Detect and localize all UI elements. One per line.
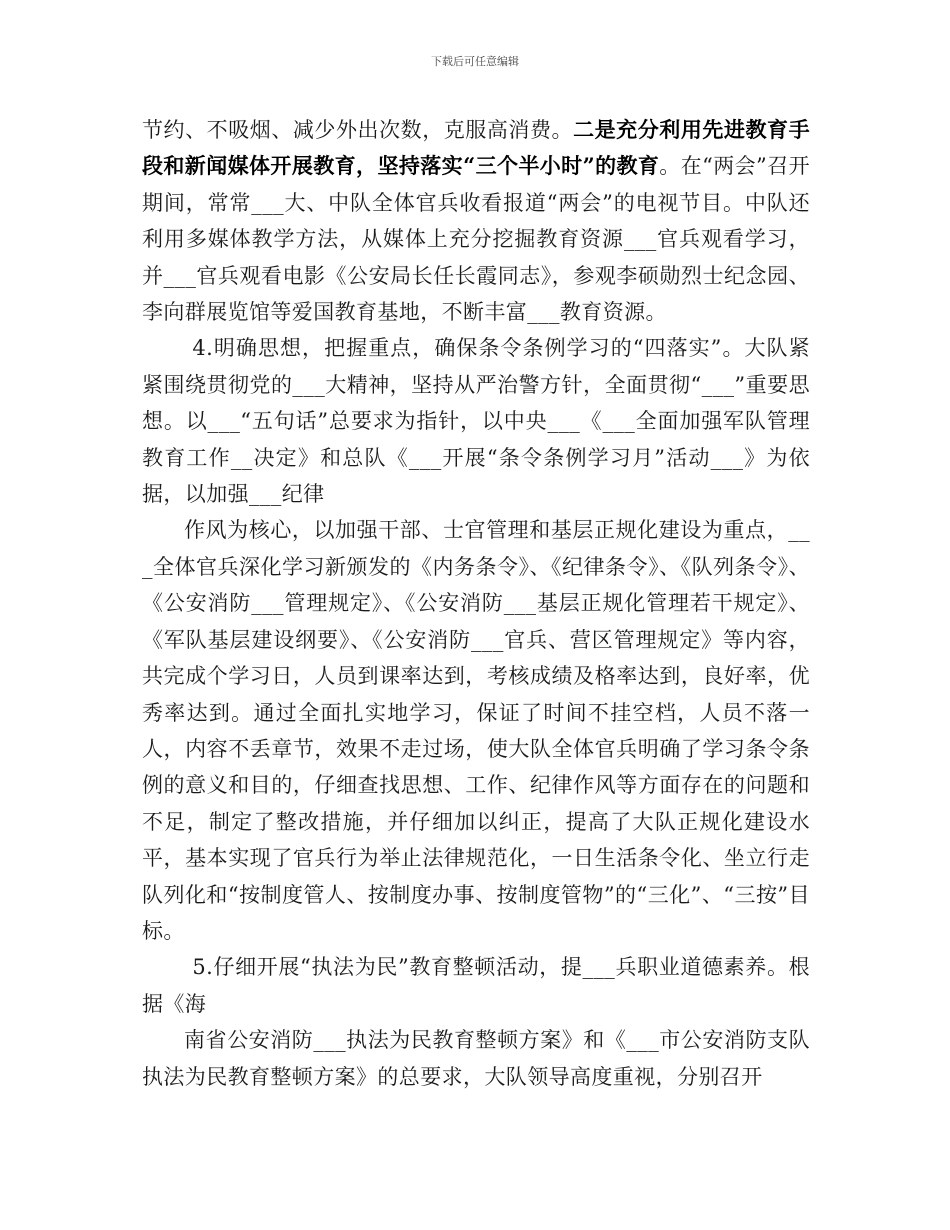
text-run: 南省公安消防___执法为民教育整顿方案》和《___市公安消防支队执法为民教育整顿方案》的总要求，大队领导高度重视，分别召开 <box>142 1028 810 1089</box>
paragraph <box>142 512 810 949</box>
paragraph <box>142 112 810 330</box>
text-run: 节约、不吸烟、减少外出次数，克服高消费。 <box>142 118 574 142</box>
bold-text-run: 二是充分利用先进教育手段和新闻媒体开展教育，坚持落实“三个半小时”的教育 <box>142 117 810 179</box>
paragraph <box>142 949 810 1022</box>
text-run: 5.仔细开展“执法为民”教育整顿活动，提___兵职业道德素养。根据《海 <box>142 955 810 1016</box>
text-run: 。在“两会”召开期间，常常___大、中队全体官兵收看报道“两会”的电视节目。中队还利用多媒体教学方法，从媒体上充分挖掘教育资源___官兵观看学习，并___官兵观看电影《公安局长任长霞同志》，参观李硕勋烈士纪念园、李向群展览馆等爱国教育基地，不断丰富___教育资源。 <box>142 154 811 325</box>
text-run: 4.明确思想，把握重点，确保条令条例学习的“四落实”。大队紧紧围绕贯彻党的___大精神，坚持从严治警方针，全面贯彻“___”重要思想。以___“五句话”总要求为指针，以中央___《___全面加强军队管理教育工作__决定》和总队《___开展“条令条例学习月”活动___》为依据，以加强___纪律 <box>142 336 810 507</box>
page-header: 下载后可任意编辑 <box>431 55 519 68</box>
document-body <box>142 112 810 1095</box>
text-run: 作风为核心，以加强干部、士官管理和基层正规化建设为重点，___全体官兵深化学习新颁发的《内务条令》、《纪律条令》、《队列条令》、《公安消防___管理规定》、《公安消防___基层正规化管理若干规定》、《军队基层建设纲要》、《公安消防___官兵、营区管理规定》等内容，共完成个学习日，人员到课率达到，考核成绩及格率达到，良好率，优秀率达到。通过全面扎实地学习，保证了时间不挂空档，人员不落一人，内容不丢章节，效果不走过场，使大队全体官兵明确了学习条令条例的意义和目的，仔细查找思想、工作、纪律作风等方面存在的问题和不足，制定了整改措施，并仔细加以纠正，提高了大队正规化建设水平，基本实现了官兵行为举止法律规范化，一日生活条令化、坐立行走队列化和“按制度管人、按制度办事、按制度管物”的“三化”、“三按”目标。 <box>142 518 810 943</box>
paragraph <box>142 330 810 512</box>
paragraph <box>142 1022 810 1095</box>
